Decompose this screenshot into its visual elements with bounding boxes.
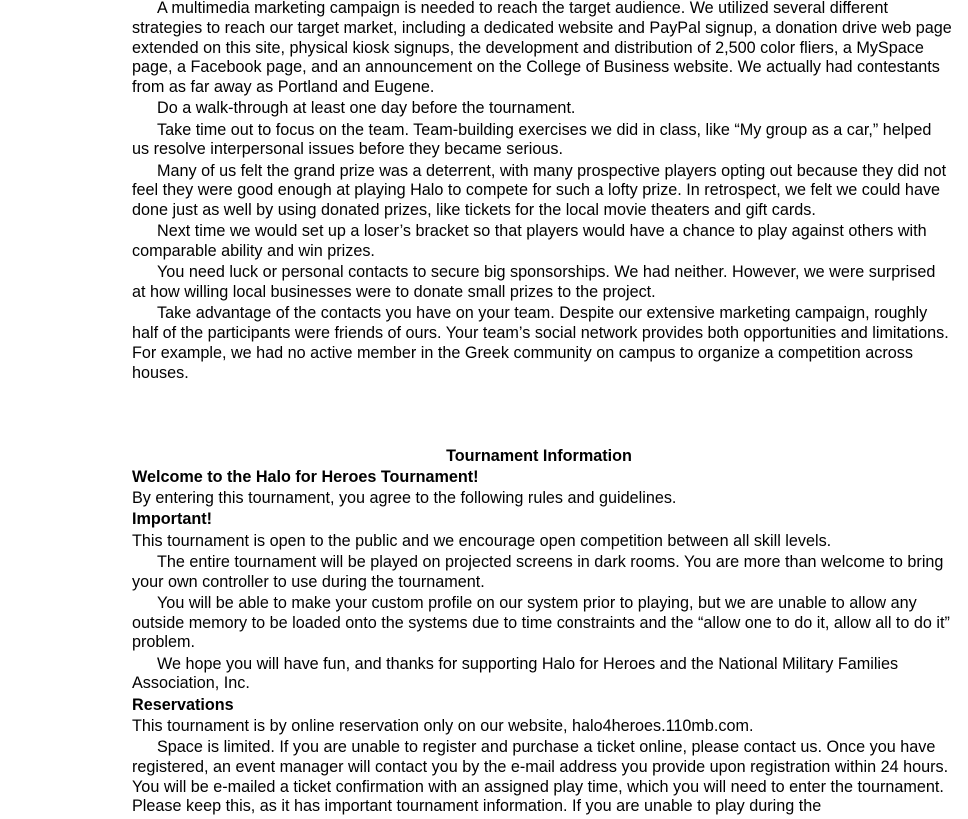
lesson-paragraph-contacts: Take advantage of the contacts you have on your team. Despite our extensive marketing campaign, roughly half of the participants were friends of ours. Your team’s social network provides both opportunities and limitations. For example, we had no active member in the Greek community on campus to organize a competition across houses. <box>132 304 949 382</box>
important-paragraph-screens: The entire tournament will be played on projected screens in dark rooms. You are more than welcome to bring your own controller to use during the tournament. <box>132 552 944 591</box>
reservations-lead-paragraph: This tournament is by online reservation only on our website, halo4heroes.110mb.com. <box>132 716 754 735</box>
lesson-paragraph-grand-prize: Many of us felt the grand prize was a deterrent, with many prospective players opting out because they did not feel they were good enough at playing Halo to compete for such a lofty prize. In retrospect, we felt we could have done just as well by using donated prizes, like tickets for the local movie theaters and gift cards. <box>132 161 947 220</box>
lesson-paragraph-walkthrough: Do a walk-through at least one day before the tournament. <box>157 99 576 118</box>
reservations-paragraph-space: Space is limited. If you are unable to register and purchase a ticket online, please contact us. Once you have registered, an event manager will contact you by the e-mail address you provide upon registration within 24 hours. You will be e-mailed a ticket confirmation with an assigned play time, which you will need to enter the tournament. Please keep this, as it has important tournament information. If you are unable to play during the <box>132 737 949 816</box>
tournament-info-title: Tournament Information <box>446 446 632 465</box>
lesson-paragraph-team-building: Take time out to focus on the team. Team-building exercises we did in class, like “My group as a car,” helped us resolve interpersonal issues before they became serious. <box>132 120 932 159</box>
intro-paragraph: By entering this tournament, you agree to the following rules and guidelines. <box>132 489 677 508</box>
lesson-paragraph-sponsorships: You need luck or personal contacts to secure big sponsorships. We had neither. However, we were surprised at how willing local businesses were to donate small prizes to the project. <box>132 263 936 302</box>
section-spacer <box>132 385 952 447</box>
important-paragraph-profile: You will be able to make your custom profile on our system prior to playing, but we are unable to allow any outside memory to be loaded onto the systems due to time constraints and the “allow one to do it, allow all to do it” problem. <box>132 593 950 652</box>
welcome-heading: Welcome to the Halo for Heroes Tournament! <box>132 468 479 487</box>
lesson-paragraph-marketing: A multimedia marketing campaign is needed to reach the target audience. We utilized several different strategies to reach our target market, including a dedicated website and PayPal signup, a donation drive web page extended on this site, physical kiosk signups, the development and distribution of 2,500 color fliers, a MySpace page, a Facebook page, and an announcement on the College of Business website. We actually had contestants from as far away as Portland and Eugene. <box>132 0 952 97</box>
important-heading: Important! <box>132 510 213 529</box>
important-paragraph-thanks: We hope you will have fun, and thanks for supporting Halo for Heroes and the National Military Families Association, Inc. <box>132 654 899 693</box>
document-page <box>132 0 952 819</box>
reservations-heading: Reservations <box>132 695 234 714</box>
lesson-paragraph-losers-bracket: Next time we would set up a loser’s bracket so that players would have a chance to play against others with comparable ability and win prizes. <box>132 222 927 261</box>
important-lead-paragraph: This tournament is open to the public and we encourage open competition between all skill levels. <box>132 531 832 550</box>
